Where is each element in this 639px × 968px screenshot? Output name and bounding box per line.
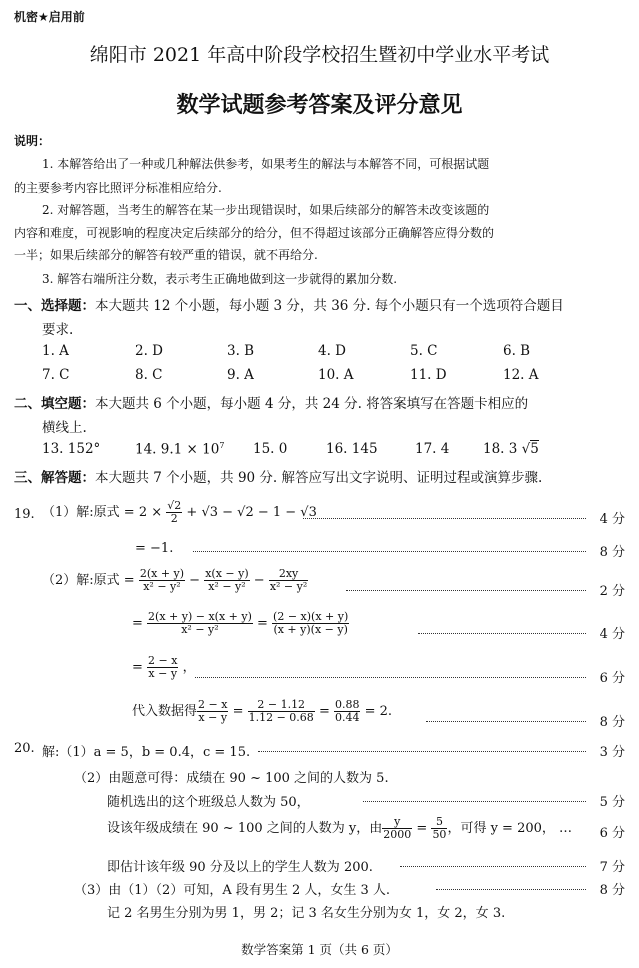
score: 8 分 — [599, 545, 625, 560]
q20-part1: 解:（1）a = 5，b = 0.4，c = 15. — [42, 745, 251, 760]
page-footer: 数学答案第 1 页（共 6 页） — [241, 942, 398, 957]
dot-leader — [426, 721, 586, 722]
fill-answer-17: 17. 4 — [415, 441, 450, 457]
q20-part2: （2）由题意可得：成绩在 90 ~ 100 之间的人数为 5. — [74, 771, 389, 786]
fill-answer-13: 13. 152° — [42, 441, 101, 457]
confidential-label: 机密★启用前 — [14, 10, 85, 24]
choice-answer: 12. A — [503, 367, 539, 383]
q20-part2-estimate: 设该年级成绩在 90 ~ 100 之间的人数为 y，由 $\frac{y}{2000}$ = $\frac{5}{50}$ ，可得 y = 200， … — [107, 815, 573, 841]
note-2c: 一半；如果后续部分的解答有较严重的错误，就不再给分. — [14, 248, 318, 262]
dot-leader — [436, 889, 586, 890]
section-3-label: 三、解答题： — [14, 470, 95, 486]
choice-answer: 5. C — [410, 343, 438, 359]
section-1-header — [14, 294, 564, 314]
fill-answer-16: 16. 145 — [326, 441, 378, 457]
q19-number: 19. — [14, 507, 35, 522]
score: 6 分 — [599, 826, 625, 841]
section-1-text2: 要求. — [42, 322, 74, 338]
score: 8 分 — [599, 883, 625, 898]
q20-part2-conclusion: 即估计该年级 90 分及以上的学生人数为 200. — [107, 860, 373, 875]
score: 7 分 — [599, 860, 625, 875]
q19-part1-line1: （1）解:原式 = 2 × $\frac{√2}{2}$ + √3 − √2 − 1 − √3 — [42, 499, 317, 525]
q19-part2-line4: 代入数据得 $\frac{2 - x}{x - y}$ = $\frac{2 - 1.12}{1.12 - 0.68}$ = $\frac{0.88}{0.44}$ = 2. — [132, 698, 393, 724]
section-2-label: 二、填空题： — [14, 396, 95, 412]
score: 5 分 — [599, 795, 625, 810]
exam-title: 绵阳市 2021 年高中阶段学校招生暨初中学业水平考试 — [89, 44, 550, 66]
choice-answer: 8. C — [135, 367, 163, 383]
note-2b: 内容和难度，可视影响的程度决定后续部分的给分，但不得超过该部分正确解答应得分数的 — [14, 226, 495, 240]
choice-answer: 7. C — [42, 367, 70, 383]
q19-part2-line1: （2）解:原式 = $\frac{2(x + y)}{\text{x² − y²}}$ − $\frac{x(x - y)}{\text{x² − y²}}$ − $\frac{2xy}{\text{x² − y²}}$ — [42, 567, 308, 593]
section-2-text2: 横线上. — [42, 420, 87, 436]
section-1-label: 一、选择题： — [14, 298, 95, 314]
notes-heading: 说明： — [14, 134, 51, 148]
choice-answer: 11. D — [410, 367, 447, 383]
choice-answer: 2. D — [135, 343, 163, 359]
q20-part3: （3）由（1）（2）可知，A 段有男生 2 人，女生 3 人. — [74, 883, 391, 898]
section-1-text: 本大题共 12 个小题，每小题 3 分，共 36 分. 每个小题只有一个选项符合题目 — [95, 298, 564, 314]
choice-answer: 1. A — [42, 343, 69, 359]
q20-number: 20. — [14, 741, 35, 756]
q20-part2-total: 随机选出的这个班级总人数为 50， — [107, 795, 310, 810]
fill-answer-15: 15. 0 — [253, 441, 288, 457]
q19-part2-line2: = $\frac{2(x + y) - x(x + y)}{\text{x² − y²}}$ = $\frac{(2 - x)(x + y)}{(x + y)(x - y)}$ — [132, 610, 349, 636]
choice-answer: 3. B — [227, 343, 255, 359]
section-3-header — [14, 466, 542, 486]
choice-answer: 10. A — [318, 367, 354, 383]
dot-leader — [303, 518, 586, 519]
score: 4 分 — [599, 627, 625, 642]
fill-answer-18: 18. 3 √5 — [483, 441, 539, 457]
dot-leader — [193, 551, 586, 552]
score: 2 分 — [599, 584, 625, 599]
score: 8 分 — [599, 715, 625, 730]
dot-leader — [195, 677, 586, 678]
section-3-text: 本大题共 7 个小题，共 90 分. 解答应写出文字说明、证明过程或演算步骤. — [95, 470, 543, 486]
fill-answer-14: 14. $9.1 \times 10^7$ — [135, 441, 225, 458]
dot-leader — [346, 590, 586, 591]
dot-leader — [363, 801, 586, 802]
choice-answer: 9. A — [227, 367, 254, 383]
note-1a: 1. 本解答给出了一种或几种解法供参考，如果考生的解法与本解答不同，可根据试题 — [42, 157, 490, 171]
document-subtitle: 数学试题参考答案及评分意见 — [176, 92, 463, 118]
note-3: 3. 解答右端所注分数，表示考生正确地做到这一步就得的累加分数. — [42, 272, 398, 286]
score: 6 分 — [599, 671, 625, 686]
note-2a: 2. 对解答题，当考生的解答在某一步出现错误时，如果后续部分的解答未改变该题的 — [42, 203, 490, 217]
choice-answer: 6. B — [503, 343, 531, 359]
dot-leader — [400, 866, 586, 867]
note-1b: 的主要参考内容比照评分标准相应给分. — [14, 181, 222, 195]
score: 3 分 — [599, 745, 625, 760]
q19-part2-line3: = $\frac{2 - x}{x - y}$ ， — [132, 654, 196, 680]
score: 4 分 — [599, 512, 625, 527]
q19-part1-line2: = −1. — [135, 541, 174, 556]
choice-answer: 4. D — [318, 343, 346, 359]
dot-leader — [418, 633, 586, 634]
q20-part3-labels: 记 2 名男生分别为男 1，男 2；记 3 名女生分别为女 1，女 2，女 3. — [107, 906, 506, 921]
section-2-text: 本大题共 6 个小题，每小题 4 分，共 24 分. 将答案填写在答题卡相应的 — [95, 396, 529, 412]
section-2-header — [14, 392, 528, 412]
dot-leader — [258, 751, 586, 752]
